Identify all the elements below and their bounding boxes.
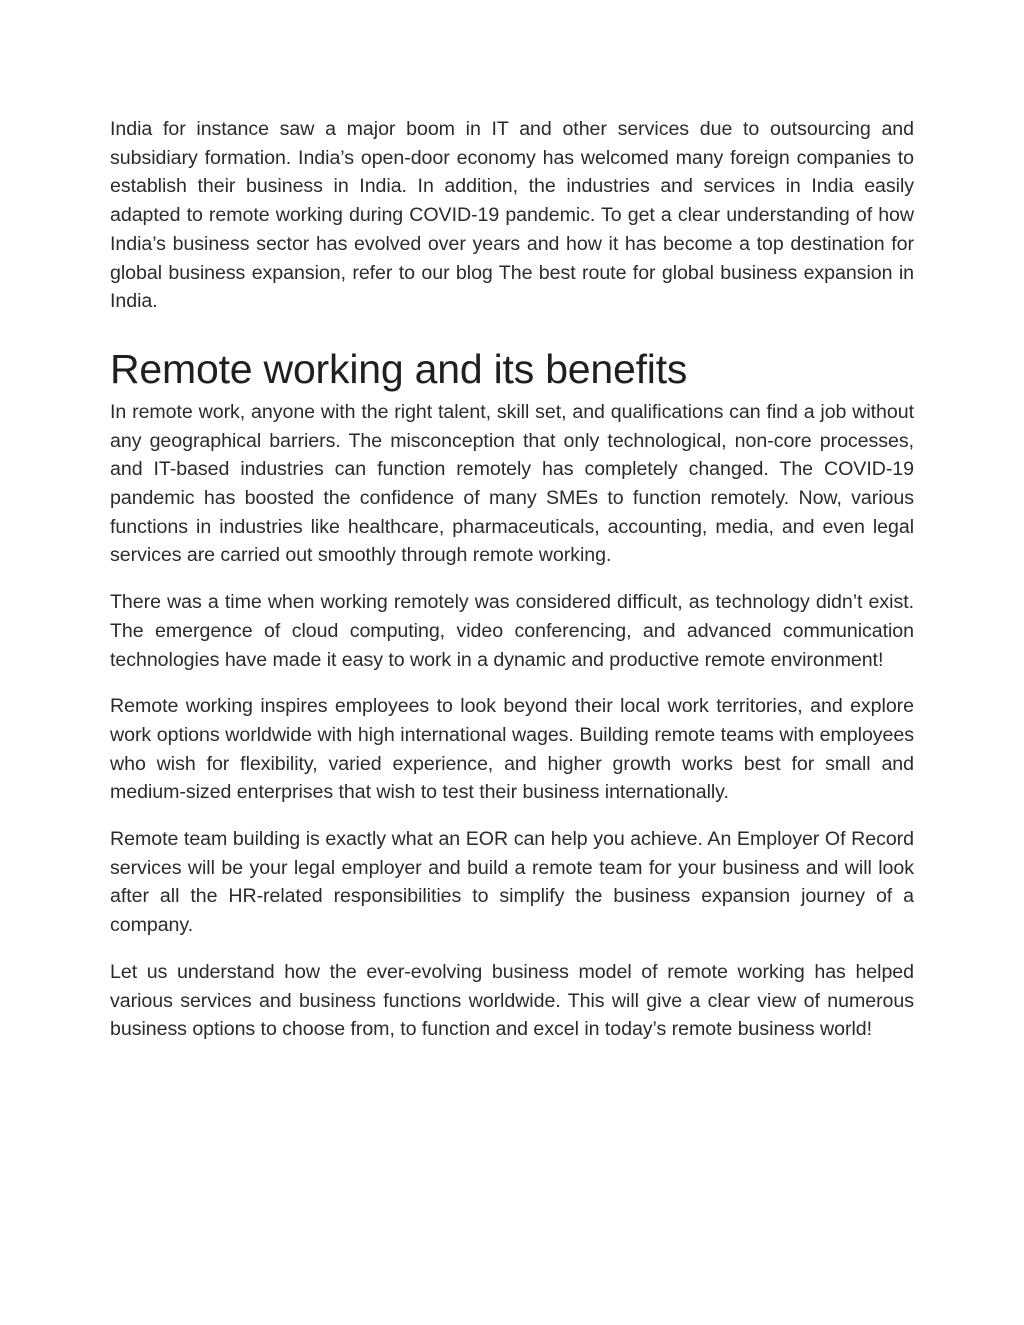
section-heading: Remote working and its benefits — [110, 345, 688, 392]
body-paragraph-4: Remote team building is exactly what an EOR can help you achieve. An Employer Of Record services will be your legal employer and build a remote team for your business and will look after all the HR-related responsibilities to simplify the business expansion journey of a company. — [110, 828, 914, 937]
body-paragraph-3: Remote working inspires employees to look beyond their local work territories, and explore work options worldwide with high international wages. Building remote teams with employees who wish for flexibility, varied experience, and higher growth works best for small and medium-sized enterprises that wish to test their business internationally. — [110, 695, 914, 804]
body-paragraph-5: Let us understand how the ever-evolving business model of remote working has helped various services and business functions worldwide. This will give a clear view of numerous business options to choose from, to function and excel in today’s remote business world! — [110, 960, 914, 1041]
body-paragraph-1: In remote work, anyone with the right talent, skill set, and qualifications can find a job without any geographical barriers. The misconception that only technological, non-core processes, and IT-based industries can function remotely has completely changed. The COVID-19 pandemic has boosted the confidence of many SMEs to function remotely. Now, various functions in industries like healthcare, pharmaceuticals, accounting, media, and even legal services are carried out smoothly through remote working. — [110, 400, 914, 567]
document-page — [110, 115, 914, 1062]
intro-paragraph: India for instance saw a major boom in IT and other services due to outsourcing and subsidiary formation. India’s open-door economy has welcomed many foreign companies to establish their business in India. In addition, the industries and services in India easily adapted to remote working during COVID-19 pandemic. To get a clear understanding of how India’s business sector has evolved over years and how it has become a top destination for global business expansion, refer to our blog The best route for global business expansion in India. — [110, 118, 914, 313]
body-paragraph-2: There was a time when working remotely was considered difficult, as technology didn’t exist. The emergence of cloud computing, video conferencing, and advanced communication technologies have made it easy to work in a dynamic and productive remote environment! — [110, 591, 914, 671]
